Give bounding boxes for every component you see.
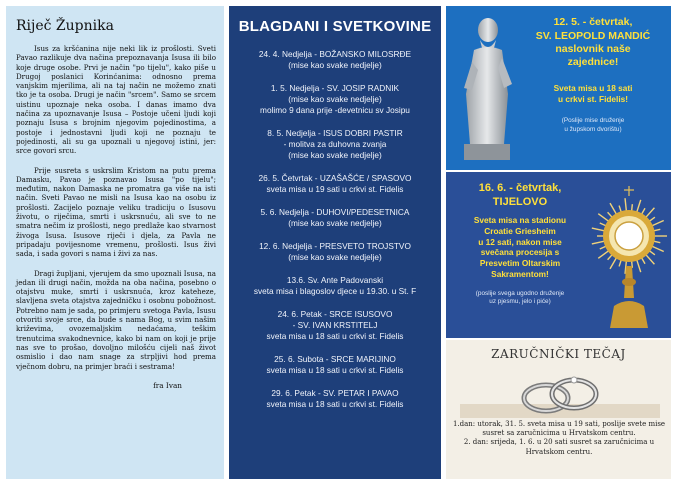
- tecaj-line: 1.dan: utorak, 31. 5. sveta misa u 19 sati, poslije svete mise: [452, 420, 666, 428]
- event-item: [233, 309, 437, 342]
- event-line: 1. 5. Nedjelja - SV. JOSIP RADNIK: [270, 83, 400, 93]
- tecaj-line: Hrvatskom centru.: [525, 447, 593, 456]
- tijelovo-mass: [450, 215, 590, 280]
- event-line: sveta misa u 18 sati u crkvi st. Fidelis: [266, 331, 404, 341]
- event-line: 5. 6. Nedjelja - DUHOVI/PEDESETNICA: [260, 207, 410, 217]
- event-line: 24. 6. Petak - SRCE ISUSOVO: [277, 309, 393, 319]
- event-line: 29. 6. Petak - SV. PETAR I PAVAO: [271, 388, 399, 398]
- leopold-mass-line: Sveta misa u 18 sati: [553, 83, 633, 93]
- event-item: [233, 241, 437, 263]
- event-line: (mise kao svake nedjelje): [288, 218, 382, 228]
- tijelovo-box: [446, 172, 671, 338]
- leopold-heading: [518, 30, 668, 69]
- event-item: [233, 128, 437, 161]
- event-line: - molitva za duhovna zvanja: [283, 139, 387, 149]
- event-item: [233, 173, 437, 195]
- leopold-box: [446, 6, 671, 170]
- monstrance-image: [588, 178, 670, 334]
- tecaj-box: [446, 340, 671, 479]
- event-line: (mise kao svake nedjelje): [288, 150, 382, 160]
- tijelovo-mass-line: Croatie Griesheim: [484, 225, 556, 236]
- leopold-date: 12. 5. - četvrtak,: [553, 16, 633, 28]
- tijelovo-name: TIJELOVO: [492, 196, 548, 208]
- leopold-mass-line: u crkvi st. Fidelis!: [557, 94, 629, 104]
- feasts-title: BLAGDANI I SVETKOVINE: [238, 18, 432, 35]
- leopold-note: [518, 117, 668, 134]
- event-item: [233, 388, 437, 410]
- event-item: [233, 354, 437, 376]
- event-item: [233, 275, 437, 297]
- event-line: 8. 5. Nedjelja - ISUS DOBRI PASTIR: [267, 128, 403, 138]
- paragraph-2: Prije susreta s uskrslim Kristom na putu prema Damasku, Pavao je poznavao Isusa "po tijelu"; međutim, nakon Damaska ne promatra ga više na isti način. Sveti Pavao ne misli na Isusa kao na osobu iz prošlosti. Zacijelo poznaje veliku tradiciju o Isusovu životu, o riječima, smrti i uskrsnuću, ali sve to ne smatra nečim iz prošlosti, nego predlaže kao stvarnost živoga Isusa. Isusove riječi i djela, za Pavla ne pripadaju povijesnome vremenu, prošlosti. Isus živi sada, i sada govori s nama i živi za nas.: [16, 165, 216, 259]
- event-line: 24. 4. Nedjelja - BOŽANSKO MILOSRĐE: [258, 49, 412, 59]
- signature: fra Ivan: [153, 380, 182, 390]
- parish-priest-column: [6, 6, 224, 479]
- tecaj-line: susret sa zaručnicima u Hrvatskom centru.: [482, 429, 636, 438]
- column-title: Riječ Župnika: [16, 18, 114, 34]
- tecaj-line: 2. dan: srijeda, 1. 6. u 20 sati susret sa zaručnicima u: [463, 438, 655, 447]
- event-line: sveta misa u 18 sati u crkvi st. Fidelis: [266, 399, 404, 409]
- event-line: 25. 6. Subota - SRCE MARIJINO: [274, 354, 396, 364]
- event-line: sveta misa u 19 sati u crkvi st. Fidelis: [266, 184, 404, 194]
- tijelovo-text: [450, 182, 590, 307]
- tijelovo-note-line: (poslije svega ugodno druženje: [475, 289, 565, 297]
- feasts-column: [229, 6, 441, 479]
- event-item: [233, 207, 437, 229]
- wedding-rings-image: [460, 366, 660, 418]
- tijelovo-note-line: uz pjesmu, jelo i piće): [489, 298, 551, 306]
- tijelovo-mass-line: svečana procesija s: [480, 247, 560, 258]
- tecaj-details: [452, 420, 666, 457]
- event-line: (mise kao svake nedjelje): [288, 60, 382, 70]
- saint-statue-image: [458, 14, 514, 164]
- leopold-mass: [518, 83, 668, 105]
- leopold-heading-line: SV. LEOPOLD MANDIĆ: [535, 30, 651, 42]
- leopold-text: [518, 16, 668, 134]
- event-line: (mise kao svake nedjelje): [288, 94, 382, 104]
- event-line: sveta misa u 18 sati u crkvi st. Fidelis: [266, 365, 404, 375]
- leopold-note-line: u župskom dvorištu): [564, 125, 622, 133]
- event-line: 12. 6. Nedjelja - PRESVETO TROJSTVO: [259, 241, 411, 251]
- leopold-heading-line: naslovnik naše: [555, 43, 631, 55]
- tijelovo-mass-line: Sveta misa na stadionu: [473, 215, 567, 225]
- tijelovo-mass-line: Presvetim Oltarskim: [479, 258, 561, 269]
- tijelovo-note: [450, 290, 590, 307]
- events-list: [229, 49, 441, 410]
- paragraph-1: Isus za kršćanina nije neki lik iz prošlosti. Sveti Pavao razlikuje dva načina prepoznavanja Isusa ili bilo koje druge osobe. Prvi je način "po tijelu", kako piše u Drugoj poslanici Korinćanima: odnosno prema vanjskim mjerilima, ali na taj način ne možemo znati tko je ta osoba. Drugi je način "srcem". Samo se srcem uistinu upoznaje neka osoba. I danas imamo dva načina za upoznavanje Isusa – Postoje učeni ljudi koji poznaju Isusa s brojnim njegovim pojedinostima, a postoje i jednostavni ljudi koji ne poznaju te pojedinosti, ali su ga upoznali u njegovoj istini, jer: srce govori srcu.: [16, 44, 216, 156]
- tijelovo-mass-line: Sakramentom!: [491, 268, 549, 279]
- event-line: (mise kao svake nedjelje): [288, 252, 382, 262]
- leopold-note-line: (Poslije mise druženje: [561, 117, 625, 124]
- event-line: molimo 9 dana prije -devetnicu sv Josipu: [260, 105, 410, 115]
- event-line: - SV. IVAN KRSTITELJ: [292, 320, 378, 330]
- tijelovo-mass-line: u 12 sati, nakon mise: [478, 236, 562, 247]
- tecaj-title: ZARUČNIČKI TEČAJ: [491, 347, 626, 361]
- leopold-heading-line: zajednice!: [567, 56, 619, 68]
- event-line: 13.6. Sv. Ante Padovanski: [286, 275, 384, 285]
- event-item: [233, 49, 437, 71]
- event-line: sveta misa i blagoslov djece u 19.30. u St. F: [253, 286, 417, 296]
- paragraph-3: Dragi župljani, vjerujem da smo upoznali Isusa, na jedan ili drugi način, možda na oba načina, posebno o otajstvu muke, smrti i uskrsnuća, kroz kateheze, slavljena sveta otajstva zajedničku i osobnu pobožnost. Potrebno nam je sada, po primjeru svetoga Pavla, Isusu otvoriti svoje srce, da bude s nama Bog, u svim našim križevima, ovozemaljskim nedaćama, teškim trenutcima svakodnevnice, kako bi nam on koji je prije nas sve to prošao, dovoljno milošću cijeli naš život osmislio i dao nam snage za strpljivi hod prema vječnom dobru, na primjer braći i sestrama!: [16, 268, 216, 371]
- event-item: [233, 83, 437, 116]
- tijelovo-date: 16. 6. - četvrtak,: [478, 182, 562, 194]
- event-line: 26. 5. Četvrtak - UZAŠAŠĆE / SPASOVO: [258, 173, 412, 183]
